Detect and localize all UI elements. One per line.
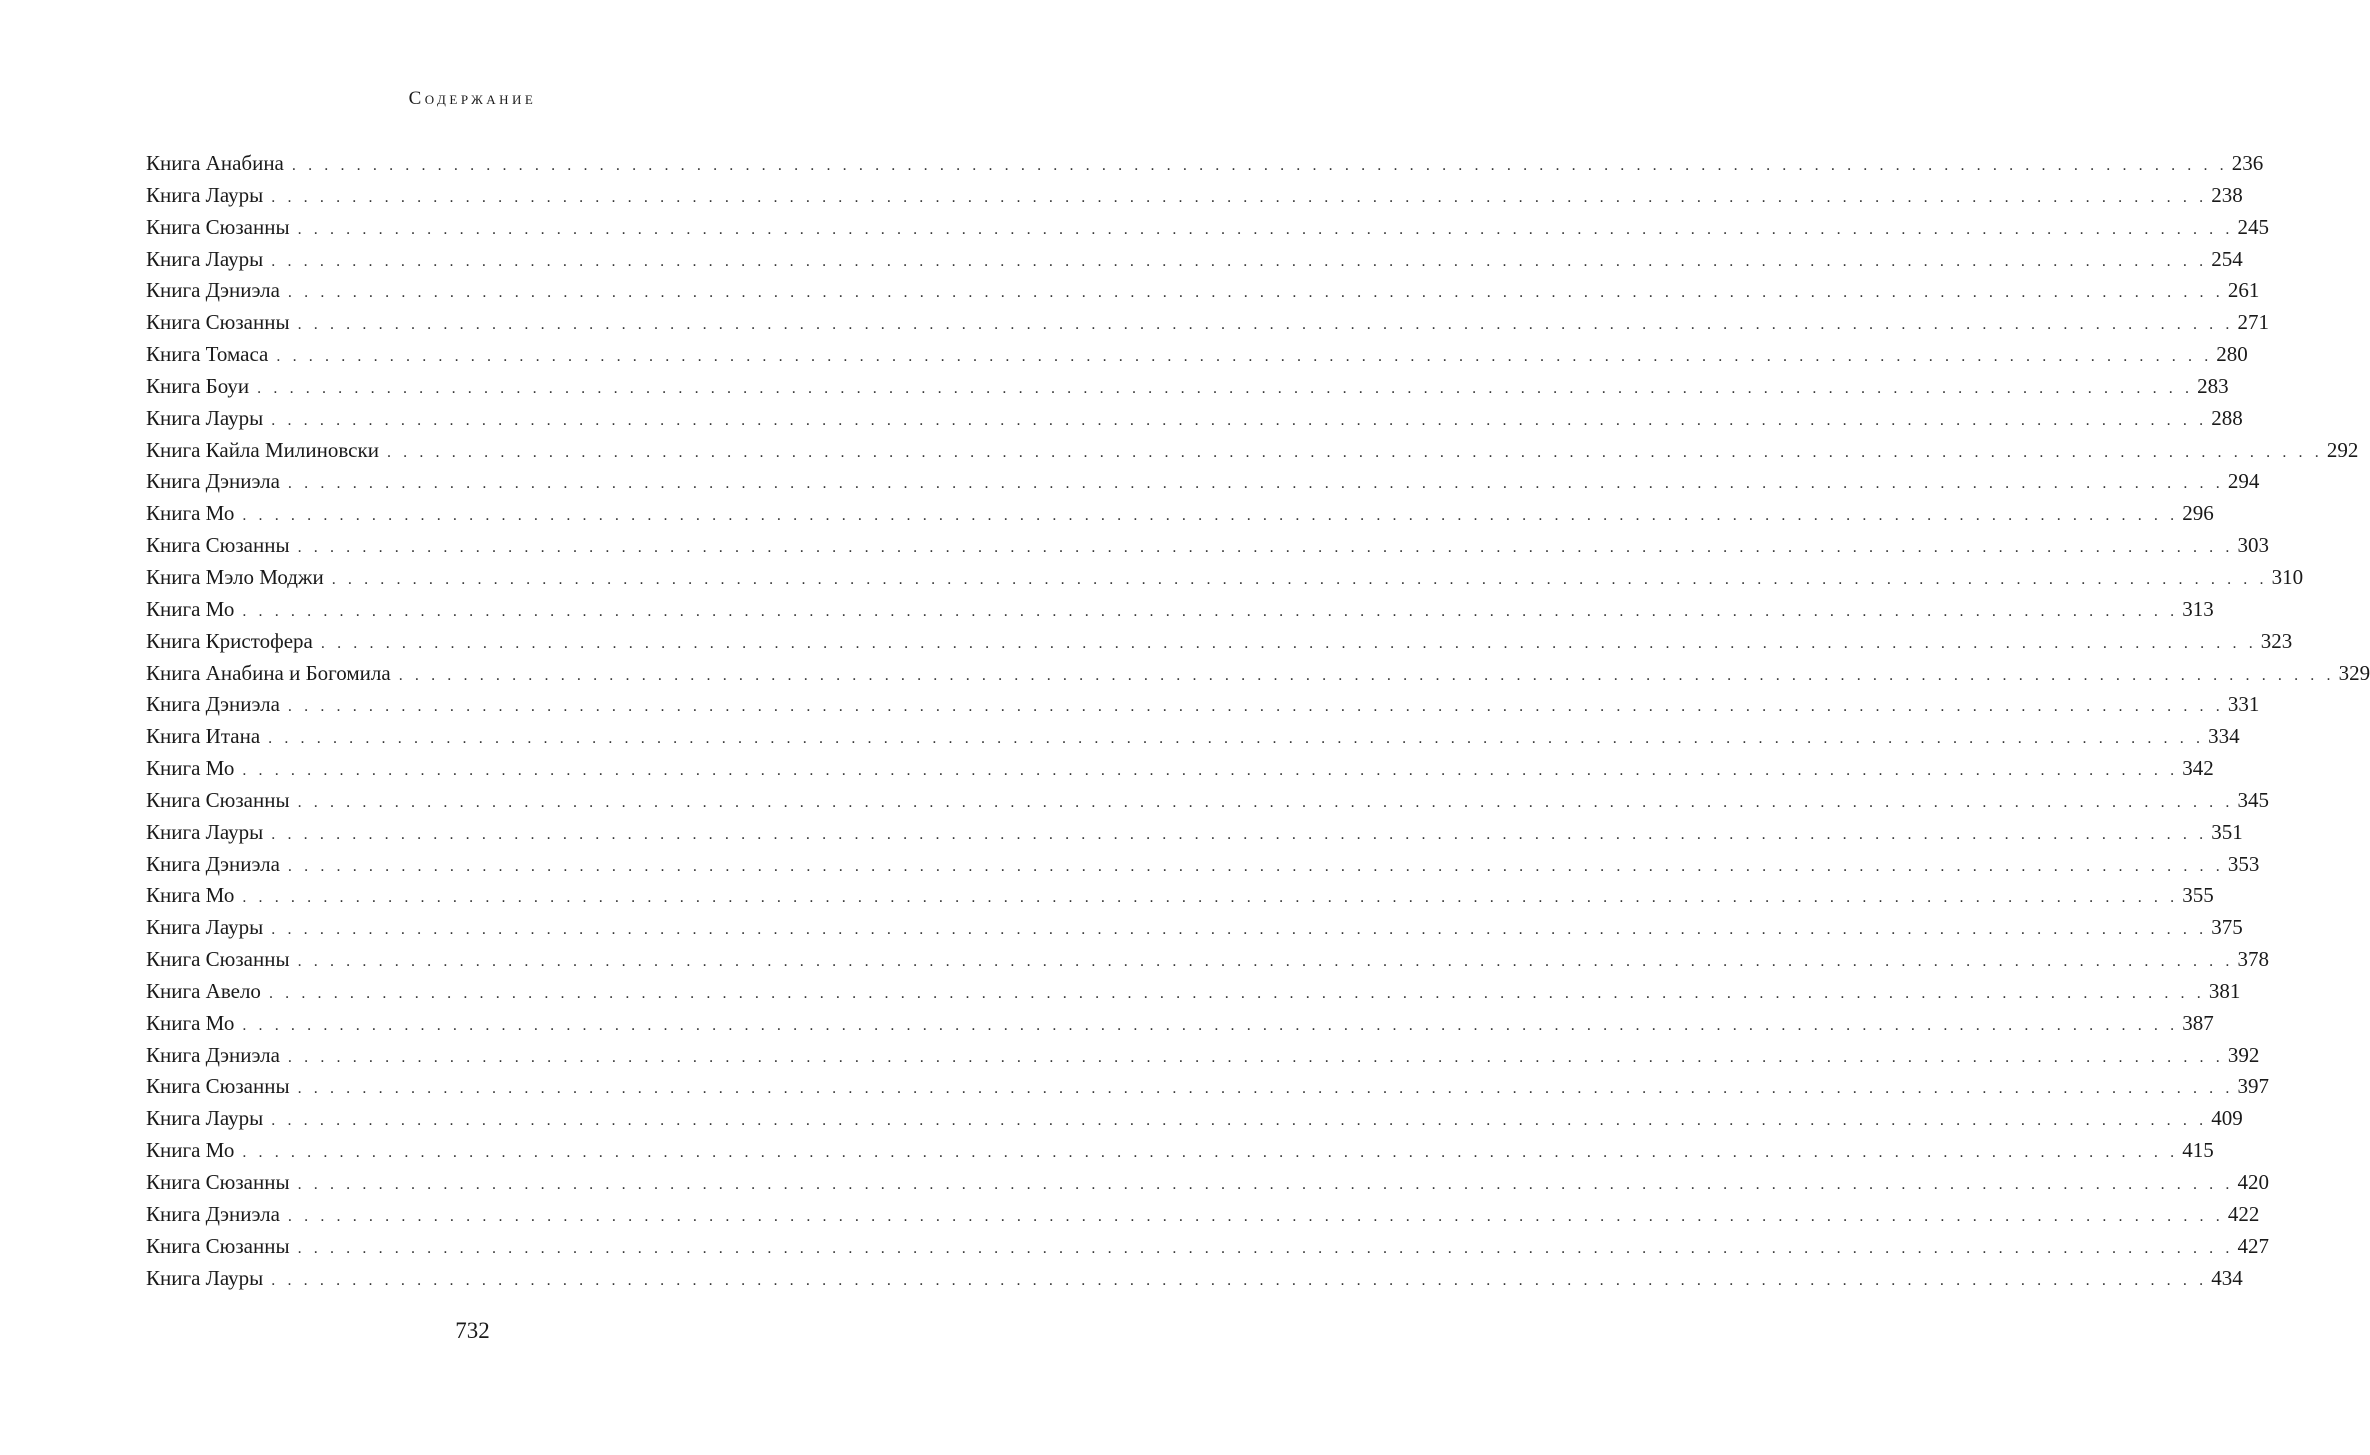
toc-entry — [146, 721, 2240, 753]
toc-entry-title: Книга Авело — [146, 978, 261, 1003]
toc-entry — [146, 976, 2241, 1008]
toc-entry-title: Книга Мо — [146, 1010, 235, 1035]
toc-entry-page: 288 — [2211, 405, 2243, 430]
toc-entry — [146, 1040, 2260, 1072]
toc-entry-page: 271 — [2237, 310, 2269, 335]
toc-dot-leader: . . . . . . . . . . . . . . . . . . . . . . . . . . . . . . . . . . . . . . . . . . . . . . . . . . . . . . . . . . . . . . . . . . . . . . . . . . . . . . . . . . . . . . . . . . . . . . . . . . . . . . . . . . . . . . . . . . . . . . . . — [242, 602, 2179, 620]
toc-entry-title: Книга Кайла Милиновски — [146, 437, 379, 462]
toc-dot-leader: . . . . . . . . . . . . . . . . . . . . . . . . . . . . . . . . . . . . . . . . . . . . . . . . . . . . . . . . . . . . . . . . . . . . . . . . . . . . . . . . . . . . . . . . . . . . . . . . . . . . . . . . . . . . . . . . . . . . . . . . — [268, 984, 2205, 1002]
toc-entry-page: 294 — [2227, 469, 2260, 494]
toc-dot-leader: . . . . . . . . . . . . . . . . . . . . . . . . . . . . . . . . . . . . . . . . . . . . . . . . . . . . . . . . . . . . . . . . . . . . . . . . . . . . . . . . . . . . . . . . . . . . . . . . . . . . . . . . . . . . . . . . . . . . . . . . — [297, 1176, 2234, 1193]
toc-entry-title: Книга Дэниэла — [146, 692, 280, 717]
toc-dot-leader: . . . . . . . . . . . . . . . . . . . . . . . . . . . . . . . . . . . . . . . . . . . . . . . . . . . . . . . . . . . . . . . . . . . . . . . . . . . . . . . . . . . . . . . . . . . . . . . . . . . . . . . . . . . . . . . . . . . . . . . . — [271, 1112, 2208, 1130]
toc-entry-page: 323 — [2260, 628, 2293, 653]
toc-entry-title: Книга Лауры — [146, 915, 264, 940]
toc-dot-leader: . . . . . . . . . . . . . . . . . . . . . . . . . . . . . . . . . . . . . . . . . . . . . . . . . . . . . . . . . . . . . . . . . . . . . . . . . . . . . . . . . . . . . . . . . . . . . . . . . . . . . . . . . . . . . . . . . . . . . . . . — [297, 539, 2234, 557]
toc-dot-leader: . . . . . . . . . . . . . . . . . . . . . . . . . . . . . . . . . . . . . . . . . . . . . . . . . . . . . . . . . . . . . . . . . . . . . . . . . . . . . . . . . . . . . . . . . . . . . . . . . . . . . . . . . . . . . . . . . . . . . . . . — [287, 475, 2224, 493]
toc-dot-leader: . . . . . . . . . . . . . . . . . . . . . . . . . . . . . . . . . . . . . . . . . . . . . . . . . . . . . . . . . . . . . . . . . . . . . . . . . . . . . . . . . . . . . . . . . . . . . . . . . . . . . . . . . . . . . . . . . . . . . . . . — [242, 1016, 2179, 1034]
toc-entry-page: 329 — [2338, 660, 2370, 685]
toc-entry-page: 261 — [2227, 278, 2260, 303]
toc-entry-page: 353 — [2227, 851, 2260, 876]
toc-entry-page: 375 — [2211, 915, 2243, 940]
toc-entry-page: 303 — [2237, 533, 2269, 558]
toc-entry — [146, 912, 2243, 944]
toc-entry-title: Книга Лауры — [146, 405, 264, 430]
toc-dot-leader: . . . . . . . . . . . . . . . . . . . . . . . . . . . . . . . . . . . . . . . . . . . . . . . . . . . . . . . . . . . . . . . . . . . . . . . . . . . . . . . . . . . . . . . . . . . . . . . . . . . . . . . . . . . . . . . . . . . . . . . . — [271, 252, 2208, 270]
toc-entry-title: Книга Сюзанны — [146, 947, 290, 972]
toc-entry — [146, 244, 2243, 276]
toc-entry-page: 381 — [2208, 978, 2241, 1003]
toc-entry-title: Книга Сюзанны — [146, 310, 290, 335]
toc-entry-page: 331 — [2227, 692, 2260, 717]
toc-entry — [146, 307, 2269, 339]
toc-entry — [146, 530, 2269, 562]
toc-entry-page: 415 — [2182, 1138, 2214, 1163]
toc-entry-title: Книга Дэниэла — [146, 851, 280, 876]
toc-entry-title: Книга Мо — [146, 756, 235, 781]
toc-entry — [146, 1231, 2269, 1263]
toc-dot-leader: . . . . . . . . . . . . . . . . . . . . . . . . . . . . . . . . . . . . . . . . . . . . . . . . . . . . . . . . . . . . . . . . . . . . . . . . . . . . . . . . . . . . . . . . . . . . . . . . . . . . . . . . . . . . . . . . . . . . . . . . — [242, 889, 2179, 907]
toc-entry — [146, 689, 2260, 721]
toc-dot-leader: . . . . . . . . . . . . . . . . . . . . . . . . . . . . . . . . . . . . . . . . . . . . . . . . . . . . . . . . . . . . . . . . . . . . . . . . . . . . . . . . . . . . . . . . . . . . . . . . . . . . . . . . . . . . . . . . . . . . . . . . — [297, 793, 2234, 811]
toc-entry-page: 296 — [2182, 501, 2214, 526]
toc-dot-leader: . . . . . . . . . . . . . . . . . . . . . . . . . . . . . . . . . . . . . . . . . . . . . . . . . . . . . . . . . . . . . . . . . . . . . . . . . . . . . . . . . . . . . . . . . . . . . . . . . . . . . . . . . . . . . . . . . . . . . . . . — [287, 284, 2224, 302]
toc-entry-title: Книга Боуи — [146, 373, 250, 398]
toc-dot-leader: . . . . . . . . . . . . . . . . . . . . . . . . . . . . . . . . . . . . . . . . . . . . . . . . . . . . . . . . . . . . . . . . . . . . . . . . . . . . . . . . . . . . . . . . . . . . . . . . . . . . . . . . . . . . . . . . . . . . . . . . — [291, 157, 2228, 174]
toc-entry-title: Книга Мэло Моджи — [146, 564, 324, 589]
toc-entry — [146, 817, 2243, 849]
toc-entry-page: 387 — [2182, 1010, 2214, 1035]
toc-entry — [146, 944, 2269, 976]
toc-entry-page: 422 — [2227, 1201, 2260, 1226]
toc-dot-leader: . . . . . . . . . . . . . . . . . . . . . . . . . . . . . . . . . . . . . . . . . . . . . . . . . . . . . . . . . . . . . . . . . . . . . . . . . . . . . . . . . . . . . . . . . . . . . . . . . . . . . . . . . . . . . . . . . . . . . . . . — [242, 507, 2179, 525]
toc-entry-page: 292 — [2326, 437, 2359, 462]
toc-dot-leader: . . . . . . . . . . . . . . . . . . . . . . . . . . . . . . . . . . . . . . . . . . . . . . . . . . . . . . . . . . . . . . . . . . . . . . . . . . . . . . . . . . . . . . . . . . . . . . . . . . . . . . . . . . . . . . . . . . . . . . . . — [386, 443, 2323, 461]
toc-dot-leader: . . . . . . . . . . . . . . . . . . . . . . . . . . . . . . . . . . . . . . . . . . . . . . . . . . . . . . . . . . . . . . . . . . . . . . . . . . . . . . . . . . . . . . . . . . . . . . . . . . . . . . . . . . . . . . . . . . . . . . . . — [297, 316, 2234, 334]
toc-entry — [146, 1135, 2214, 1167]
toc-entry-title: Книга Лауры — [146, 1265, 264, 1290]
toc-entry — [146, 1103, 2243, 1135]
toc-entry — [146, 626, 2293, 658]
toc-dot-leader: . . . . . . . . . . . . . . . . . . . . . . . . . . . . . . . . . . . . . . . . . . . . . . . . . . . . . . . . . . . . . . . . . . . . . . . . . . . . . . . . . . . . . . . . . . . . . . . . . . . . . . . . . . . . . . . . . . . . . . . . — [271, 411, 2208, 429]
toc-entry-page: 245 — [2237, 214, 2269, 239]
toc-entry — [146, 753, 2214, 785]
toc-entry — [146, 880, 2214, 912]
toc-dot-leader: . . . . . . . . . . . . . . . . . . . . . . . . . . . . . . . . . . . . . . . . . . . . . . . . . . . . . . . . . . . . . . . . . . . . . . . . . . . . . . . . . . . . . . . . . . . . . . . . . . . . . . . . . . . . . . . . . . . . . . . . — [398, 666, 2335, 684]
toc-entry — [146, 1167, 2269, 1199]
toc-entry-title: Книга Анабина и Богомила — [146, 660, 391, 685]
toc-entry-title: Книга Мо — [146, 1138, 235, 1163]
toc-entry — [146, 658, 2370, 690]
toc-dot-leader: . . . . . . . . . . . . . . . . . . . . . . . . . . . . . . . . . . . . . . . . . . . . . . . . . . . . . . . . . . . . . . . . . . . . . . . . . . . . . . . . . . . . . . . . . . . . . . . . . . . . . . . . . . . . . . . . . . . . . . . . — [242, 762, 2179, 780]
toc-entry-title: Книга Сюзанны — [146, 787, 290, 812]
toc-entry — [146, 1263, 2243, 1295]
toc-dot-leader: . . . . . . . . . . . . . . . . . . . . . . . . . . . . . . . . . . . . . . . . . . . . . . . . . . . . . . . . . . . . . . . . . . . . . . . . . . . . . . . . . . . . . . . . . . . . . . . . . . . . . . . . . . . . . . . . . . . . . . . . — [287, 857, 2224, 875]
toc-entry — [146, 1199, 2260, 1231]
toc-entry-title: Книга Сюзанны — [146, 214, 290, 239]
toc-entry — [146, 275, 2260, 307]
toc-entry-title: Книга Сюзанны — [146, 1233, 290, 1258]
toc-entry-title: Книга Лауры — [146, 1106, 264, 1131]
toc-entry — [146, 212, 2269, 244]
toc-entry-title: Книга Сюзанны — [146, 533, 290, 558]
table-of-contents — [146, 148, 2370, 1294]
toc-entry-title: Книга Лауры — [146, 182, 264, 207]
toc-entry-title: Книга Итана — [146, 724, 261, 749]
toc-entry-title: Книга Дэниэла — [146, 1042, 280, 1067]
toc-dot-leader: . . . . . . . . . . . . . . . . . . . . . . . . . . . . . . . . . . . . . . . . . . . . . . . . . . . . . . . . . . . . . . . . . . . . . . . . . . . . . . . . . . . . . . . . . . . . . . . . . . . . . . . . . . . . . . . . . . . . . . . . — [271, 921, 2208, 939]
toc-entry-title: Книга Мо — [146, 883, 235, 908]
toc-dot-leader: . . . . . . . . . . . . . . . . . . . . . . . . . . . . . . . . . . . . . . . . . . . . . . . . . . . . . . . . . . . . . . . . . . . . . . . . . . . . . . . . . . . . . . . . . . . . . . . . . . . . . . . . . . . . . . . . . . . . . . . . — [297, 1080, 2234, 1098]
toc-dot-leader: . . . . . . . . . . . . . . . . . . . . . . . . . . . . . . . . . . . . . . . . . . . . . . . . . . . . . . . . . . . . . . . . . . . . . . . . . . . . . . . . . . . . . . . . . . . . . . . . . . . . . . . . . . . . . . . . . . . . . . . . — [276, 348, 2213, 366]
toc-entry-page: 409 — [2211, 1106, 2243, 1131]
toc-entry-page: 236 — [2231, 151, 2264, 175]
page-number: 732 — [455, 1318, 490, 1343]
toc-entry-page: 238 — [2211, 182, 2243, 207]
toc-entry-title: Книга Мо — [146, 596, 235, 621]
toc-entry-page: 351 — [2211, 819, 2243, 844]
toc-entry-page: 397 — [2237, 1074, 2269, 1099]
toc-entry-page: 427 — [2237, 1233, 2269, 1258]
toc-entry — [146, 1008, 2214, 1040]
toc-entry-page: 434 — [2211, 1265, 2243, 1290]
toc-entry-page: 420 — [2237, 1170, 2269, 1194]
toc-entry-page: 342 — [2182, 756, 2214, 781]
toc-entry — [146, 435, 2359, 467]
toc-entry — [146, 339, 2248, 371]
toc-entry-page: 254 — [2211, 246, 2243, 271]
toc-dot-leader: . . . . . . . . . . . . . . . . . . . . . . . . . . . . . . . . . . . . . . . . . . . . . . . . . . . . . . . . . . . . . . . . . . . . . . . . . . . . . . . . . . . . . . . . . . . . . . . . . . . . . . . . . . . . . . . . . . . . . . . . — [287, 1048, 2224, 1066]
toc-entry — [146, 849, 2260, 881]
toc-entry — [146, 785, 2269, 817]
toc-dot-leader: . . . . . . . . . . . . . . . . . . . . . . . . . . . . . . . . . . . . . . . . . . . . . . . . . . . . . . . . . . . . . . . . . . . . . . . . . . . . . . . . . . . . . . . . . . . . . . . . . . . . . . . . . . . . . . . . . . . . . . . . — [287, 1207, 2224, 1225]
running-header: Содержание — [408, 88, 537, 109]
toc-dot-leader: . . . . . . . . . . . . . . . . . . . . . . . . . . . . . . . . . . . . . . . . . . . . . . . . . . . . . . . . . . . . . . . . . . . . . . . . . . . . . . . . . . . . . . . . . . . . . . . . . . . . . . . . . . . . . . . . . . . . . . . . — [297, 953, 2234, 971]
toc-entry-title: Книга Кристофера — [146, 628, 313, 653]
toc-entry — [146, 371, 2229, 403]
toc-dot-leader: . . . . . . . . . . . . . . . . . . . . . . . . . . . . . . . . . . . . . . . . . . . . . . . . . . . . . . . . . . . . . . . . . . . . . . . . . . . . . . . . . . . . . . . . . . . . . . . . . . . . . . . . . . . . . . . . . . . . . . . . — [242, 1144, 2179, 1162]
toc-entry — [146, 594, 2214, 626]
toc-entry-page: 334 — [2208, 724, 2240, 749]
toc-dot-leader: . . . . . . . . . . . . . . . . . . . . . . . . . . . . . . . . . . . . . . . . . . . . . . . . . . . . . . . . . . . . . . . . . . . . . . . . . . . . . . . . . . . . . . . . . . . . . . . . . . . . . . . . . . . . . . . . . . . . . . . . — [271, 825, 2208, 843]
toc-entry-title: Книга Сюзанны — [146, 1170, 290, 1194]
toc-entry — [146, 403, 2243, 435]
toc-entry — [146, 466, 2260, 498]
toc-entry-page: 310 — [2271, 564, 2304, 589]
toc-entry-title: Книга Сюзанны — [146, 1074, 290, 1099]
toc-entry-page: 283 — [2197, 373, 2229, 398]
toc-entry — [146, 148, 2264, 180]
toc-dot-leader: . . . . . . . . . . . . . . . . . . . . . . . . . . . . . . . . . . . . . . . . . . . . . . . . . . . . . . . . . . . . . . . . . . . . . . . . . . . . . . . . . . . . . . . . . . . . . . . . . . . . . . . . . . . . . . . . . . . . . . . . — [297, 220, 2234, 238]
toc-entry-title: Книга Лауры — [146, 246, 264, 271]
toc-dot-leader: . . . . . . . . . . . . . . . . . . . . . . . . . . . . . . . . . . . . . . . . . . . . . . . . . . . . . . . . . . . . . . . . . . . . . . . . . . . . . . . . . . . . . . . . . . . . . . . . . . . . . . . . . . . . . . . . . . . . . . . . — [271, 1271, 2208, 1289]
toc-dot-leader: . . . . . . . . . . . . . . . . . . . . . . . . . . . . . . . . . . . . . . . . . . . . . . . . . . . . . . . . . . . . . . . . . . . . . . . . . . . . . . . . . . . . . . . . . . . . . . . . . . . . . . . . . . . . . . . . . . . . . . . . — [331, 570, 2268, 588]
toc-entry-page: 378 — [2237, 947, 2269, 972]
toc-entry-page: 280 — [2216, 342, 2248, 367]
toc-entry-page: 392 — [2227, 1042, 2260, 1067]
toc-entry — [146, 562, 2304, 594]
toc-entry-title: Книга Дэниэла — [146, 1201, 280, 1226]
toc-entry-title: Книга Томаса — [146, 342, 269, 367]
toc-entry — [146, 1071, 2269, 1103]
toc-entry-page: 355 — [2182, 883, 2214, 908]
toc-entry-title: Книга Лауры — [146, 819, 264, 844]
toc-dot-leader: . . . . . . . . . . . . . . . . . . . . . . . . . . . . . . . . . . . . . . . . . . . . . . . . . . . . . . . . . . . . . . . . . . . . . . . . . . . . . . . . . . . . . . . . . . . . . . . . . . . . . . . . . . . . . . . . . . . . . . . . — [320, 634, 2257, 652]
toc-entry-page: 345 — [2237, 787, 2269, 812]
toc-entry-page: 313 — [2182, 596, 2214, 621]
toc-entry-title: Книга Дэниэла — [146, 278, 280, 303]
toc-dot-leader: . . . . . . . . . . . . . . . . . . . . . . . . . . . . . . . . . . . . . . . . . . . . . . . . . . . . . . . . . . . . . . . . . . . . . . . . . . . . . . . . . . . . . . . . . . . . . . . . . . . . . . . . . . . . . . . . . . . . . . . . — [297, 1239, 2234, 1257]
toc-dot-leader: . . . . . . . . . . . . . . . . . . . . . . . . . . . . . . . . . . . . . . . . . . . . . . . . . . . . . . . . . . . . . . . . . . . . . . . . . . . . . . . . . . . . . . . . . . . . . . . . . . . . . . . . . . . . . . . . . . . . . . . . — [271, 188, 2208, 206]
toc-dot-leader: . . . . . . . . . . . . . . . . . . . . . . . . . . . . . . . . . . . . . . . . . . . . . . . . . . . . . . . . . . . . . . . . . . . . . . . . . . . . . . . . . . . . . . . . . . . . . . . . . . . . . . . . . . . . . . . . . . . . . . . . — [268, 730, 2205, 748]
toc-entry — [146, 180, 2243, 212]
toc-entry-title: Книга Дэниэла — [146, 469, 280, 494]
toc-entry-title: Книга Мо — [146, 501, 235, 526]
toc-dot-leader: . . . . . . . . . . . . . . . . . . . . . . . . . . . . . . . . . . . . . . . . . . . . . . . . . . . . . . . . . . . . . . . . . . . . . . . . . . . . . . . . . . . . . . . . . . . . . . . . . . . . . . . . . . . . . . . . . . . . . . . . — [287, 698, 2224, 716]
toc-entry-title: Книга Анабина — [146, 151, 284, 175]
toc-entry — [146, 498, 2214, 530]
toc-dot-leader: . . . . . . . . . . . . . . . . . . . . . . . . . . . . . . . . . . . . . . . . . . . . . . . . . . . . . . . . . . . . . . . . . . . . . . . . . . . . . . . . . . . . . . . . . . . . . . . . . . . . . . . . . . . . . . . . . . . . . . . . — [257, 379, 2194, 397]
